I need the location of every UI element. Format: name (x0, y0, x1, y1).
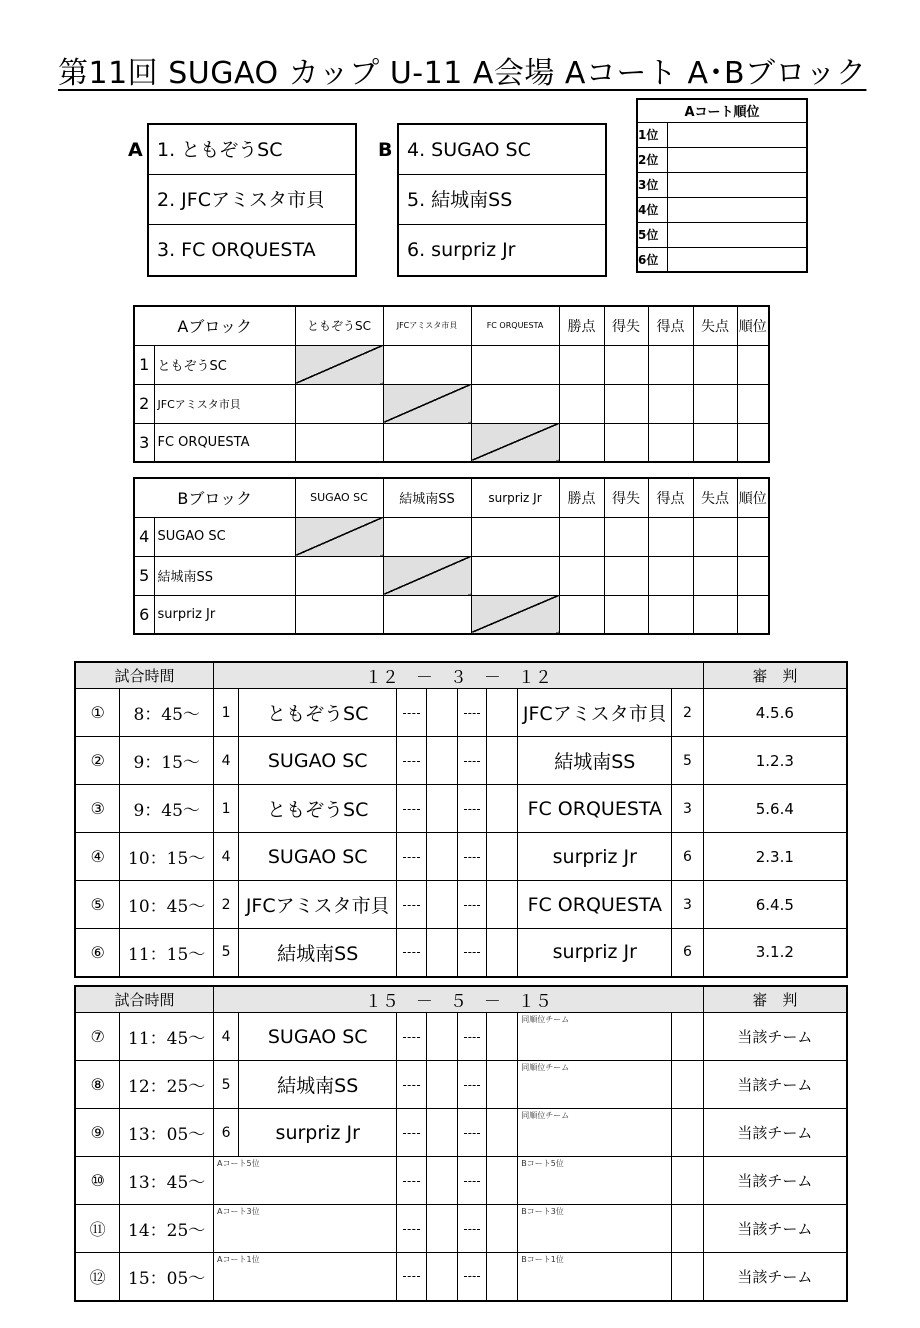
block-b-col: 勝点 (559, 478, 604, 517)
block-b-col: 失点 (693, 478, 737, 517)
score-gap (486, 1157, 517, 1205)
block-b-col: 得失 (604, 478, 648, 517)
home-team: SUGAO SC (239, 833, 397, 881)
match-number: ⑪ (75, 1205, 120, 1253)
match-time: 12：25～ (120, 1061, 214, 1109)
slot-label: 同順位チーム (521, 1111, 570, 1120)
home-team: JFCアミスタ市貝 (239, 881, 397, 929)
score-cell (397, 1061, 426, 1109)
team-number (672, 1157, 703, 1205)
score-gap (426, 833, 457, 881)
home-team: SUGAO SC (239, 1013, 397, 1061)
block-a-row-num: 3 (134, 423, 154, 462)
block-a-col: FC ORQUESTA (471, 306, 559, 345)
match-number: ⑤ (75, 881, 120, 929)
match-row (75, 1205, 847, 1253)
slot-label: Aコート5位 (217, 1159, 260, 1168)
page-title: 第11回 SUGAO カップ U-11 A会場 Aコート A･Bブロック (58, 56, 867, 91)
slot-label: Bコート1位 (521, 1255, 564, 1264)
block-b-title: Bブロック (134, 478, 295, 517)
team-number (672, 1253, 703, 1301)
score-gap (486, 1109, 517, 1157)
team-number: 4 (214, 737, 239, 785)
match-number: ⑫ (75, 1253, 120, 1301)
away-team: surpriz Jr (518, 929, 672, 977)
score-gap (486, 1205, 517, 1253)
score-cell (457, 1253, 486, 1301)
block-a-col: 勝点 (559, 306, 604, 345)
group-a-team: 1. ともぞうSC (149, 125, 355, 175)
score-cell (397, 881, 426, 929)
home-slot (214, 1205, 397, 1253)
score-gap (426, 1109, 457, 1157)
schedule-table-1 (74, 661, 848, 978)
ranking-cell (667, 172, 807, 197)
match-row (75, 1157, 847, 1205)
home-slot (214, 1253, 397, 1301)
diagonal-cell (383, 556, 471, 595)
team-number: 4 (214, 1013, 239, 1061)
score-gap (486, 785, 517, 833)
team-number: 2 (214, 881, 239, 929)
referee: 当該チーム (703, 1061, 847, 1109)
score-gap (426, 1157, 457, 1205)
team-number: 1 (214, 689, 239, 737)
block-b-row-name: 結城南SS (154, 556, 295, 595)
score-gap (426, 737, 457, 785)
match-number: ⑩ (75, 1157, 120, 1205)
team-number: 2 (672, 689, 703, 737)
block-b-col: surpriz Jr (471, 478, 559, 517)
home-team: 結城南SS (239, 929, 397, 977)
team-number (672, 1205, 703, 1253)
score-cell (397, 1157, 426, 1205)
group-a-team: 2. JFCアミスタ市貝 (149, 175, 355, 225)
score-gap (486, 881, 517, 929)
block-a-col: JFCアミスタ市貝 (383, 306, 471, 345)
match-time: 11：15～ (120, 929, 214, 977)
score-cell (397, 737, 426, 785)
match-row (75, 929, 847, 977)
court-ranking-table (636, 98, 808, 273)
match-number: ⑦ (75, 1013, 120, 1061)
block-b-row-num: 5 (134, 556, 154, 595)
match-time: 8：45～ (120, 689, 214, 737)
match-number: ① (75, 689, 120, 737)
score-gap (486, 833, 517, 881)
referee: 6.4.5 (703, 881, 847, 929)
team-number: 3 (672, 881, 703, 929)
match-row (75, 1061, 847, 1109)
score-gap (486, 1061, 517, 1109)
score-cell (397, 785, 426, 833)
block-a-col: ともぞうSC (295, 306, 383, 345)
referee: 4.5.6 (703, 689, 847, 737)
block-b-table (133, 477, 770, 635)
match-number: ⑥ (75, 929, 120, 977)
away-slot (518, 1013, 672, 1061)
score-cell (457, 1109, 486, 1157)
team-number (672, 1109, 703, 1157)
block-a-col: 得失 (604, 306, 648, 345)
block-a-table (133, 305, 770, 463)
score-gap (426, 785, 457, 833)
match-number: ④ (75, 833, 120, 881)
score-gap (426, 881, 457, 929)
group-a-team: 3. FC ORQUESTA (157, 239, 316, 261)
score-gap (426, 689, 457, 737)
block-a-row-name: JFCアミスタ市貝 (154, 384, 295, 423)
score-gap (486, 1013, 517, 1061)
match-row (75, 1109, 847, 1157)
match-time: 9：45～ (120, 785, 214, 833)
block-a-col: 得点 (648, 306, 693, 345)
home-team: 結城南SS (239, 1061, 397, 1109)
away-slot (518, 1157, 672, 1205)
ranking-cell (667, 147, 807, 172)
home-team: surpriz Jr (239, 1109, 397, 1157)
team-number: 6 (672, 929, 703, 977)
diagonal-cell (471, 423, 559, 462)
team-number (672, 1013, 703, 1061)
score-gap (486, 689, 517, 737)
home-slot (214, 1157, 397, 1205)
home-team: ともぞうSC (239, 689, 397, 737)
group-b-letter: B (378, 139, 393, 161)
referee: 当該チーム (703, 1253, 847, 1301)
group-b-team: 4. SUGAO SC (399, 125, 605, 175)
slot-label: 同順位チーム (521, 1015, 570, 1024)
block-a-row-num: 1 (134, 345, 154, 384)
match-time: 13：45～ (120, 1157, 214, 1205)
match-format: １５ － ５ － １５ (214, 986, 704, 1013)
block-b-col: 得点 (648, 478, 693, 517)
match-row (75, 737, 847, 785)
match-row (75, 833, 847, 881)
match-number: ② (75, 737, 120, 785)
match-time: 9：15～ (120, 737, 214, 785)
referee: 当該チーム (703, 1109, 847, 1157)
referee: 5.6.4 (703, 785, 847, 833)
away-team: FC ORQUESTA (518, 785, 672, 833)
score-gap (426, 1253, 457, 1301)
away-slot (518, 1061, 672, 1109)
score-cell (457, 689, 486, 737)
match-row (75, 1253, 847, 1301)
referee: 当該チーム (703, 1205, 847, 1253)
team-number: 5 (214, 929, 239, 977)
team-number: 6 (672, 833, 703, 881)
team-number: 1 (214, 785, 239, 833)
score-cell (397, 833, 426, 881)
block-b-row-num: 6 (134, 595, 154, 634)
ranking-cell (667, 122, 807, 147)
block-b-col: 順位 (737, 478, 769, 517)
match-row (75, 1013, 847, 1061)
score-gap (486, 929, 517, 977)
score-cell (457, 1013, 486, 1061)
referee: 当該チーム (703, 1157, 847, 1205)
time-header: 試合時間 (75, 986, 214, 1013)
schedule-table-2 (74, 985, 848, 1302)
score-cell (457, 737, 486, 785)
score-cell (457, 1205, 486, 1253)
score-cell (457, 833, 486, 881)
match-row (75, 881, 847, 929)
slot-label: Aコート1位 (217, 1255, 260, 1264)
away-team: 結城南SS (518, 737, 672, 785)
home-team: ともぞうSC (239, 785, 397, 833)
score-cell (397, 1205, 426, 1253)
match-row (75, 785, 847, 833)
team-number: 5 (214, 1061, 239, 1109)
home-team: SUGAO SC (239, 737, 397, 785)
diagonal-cell (471, 595, 559, 634)
team-number: 4 (214, 833, 239, 881)
score-gap (426, 929, 457, 977)
score-cell (457, 1157, 486, 1205)
match-time: 11：45～ (120, 1013, 214, 1061)
score-cell (457, 1061, 486, 1109)
team-number: 5 (672, 737, 703, 785)
match-time: 10：45～ (120, 881, 214, 929)
score-cell (397, 1013, 426, 1061)
slot-label: Bコート3位 (521, 1207, 564, 1216)
block-a-col: 失点 (693, 306, 737, 345)
score-gap (426, 1061, 457, 1109)
slot-label: 同順位チーム (521, 1063, 570, 1072)
block-b-row-name: SUGAO SC (154, 517, 295, 556)
block-a-row-name: FC ORQUESTA (154, 423, 295, 462)
score-cell (457, 929, 486, 977)
ranking-title: Aコート順位 (637, 99, 807, 122)
score-gap (426, 1013, 457, 1061)
referee: 当該チーム (703, 1013, 847, 1061)
block-b-row-num: 4 (134, 517, 154, 556)
group-b-team: 5. 結城南SS (399, 175, 605, 225)
ranking-place: 1位 (637, 122, 667, 147)
team-number: 6 (214, 1109, 239, 1157)
match-time: 13：05～ (120, 1109, 214, 1157)
group-a-box (147, 123, 357, 277)
block-a-col: 順位 (737, 306, 769, 345)
score-cell (397, 929, 426, 977)
ranking-place: 4位 (637, 197, 667, 222)
match-format: １２ － ３ － １２ (214, 662, 704, 689)
referee: 3.1.2 (703, 929, 847, 977)
match-time: 14：25～ (120, 1205, 214, 1253)
referee-header: 審 判 (703, 986, 847, 1013)
ranking-cell (667, 197, 807, 222)
match-row (75, 689, 847, 737)
team-number (672, 1061, 703, 1109)
referee-header: 審 判 (703, 662, 847, 689)
block-a-row-num: 2 (134, 384, 154, 423)
score-gap (486, 737, 517, 785)
match-number: ⑧ (75, 1061, 120, 1109)
away-team: surpriz Jr (518, 833, 672, 881)
score-gap (486, 1253, 517, 1301)
block-a-title: Aブロック (134, 306, 295, 345)
team-number: 3 (672, 785, 703, 833)
match-time: 10：15～ (120, 833, 214, 881)
away-slot (518, 1109, 672, 1157)
diagonal-cell (295, 345, 383, 384)
score-gap (426, 1205, 457, 1253)
slot-label: Aコート3位 (217, 1207, 260, 1216)
away-slot (518, 1205, 672, 1253)
block-b-col: SUGAO SC (295, 478, 383, 517)
slot-label: Bコート5位 (521, 1159, 564, 1168)
match-number: ⑨ (75, 1109, 120, 1157)
referee: 2.3.1 (703, 833, 847, 881)
score-cell (457, 785, 486, 833)
match-number: ③ (75, 785, 120, 833)
score-cell (457, 881, 486, 929)
score-cell (397, 1109, 426, 1157)
block-b-row-name: surpriz Jr (154, 595, 295, 634)
block-b-col: 結城南SS (383, 478, 471, 517)
ranking-place: 6位 (637, 247, 667, 272)
diagonal-cell (383, 384, 471, 423)
ranking-place: 2位 (637, 147, 667, 172)
ranking-cell (667, 222, 807, 247)
block-a-row-name: ともぞうSC (154, 345, 295, 384)
group-b-team: 6. surpriz Jr (407, 239, 516, 261)
group-b-box (397, 123, 607, 277)
group-a-letter: A (128, 139, 143, 161)
score-cell (397, 1253, 426, 1301)
away-slot (518, 1253, 672, 1301)
away-team: FC ORQUESTA (518, 881, 672, 929)
away-team: JFCアミスタ市貝 (518, 689, 672, 737)
ranking-place: 3位 (637, 172, 667, 197)
ranking-cell (667, 247, 807, 272)
score-cell (397, 689, 426, 737)
match-time: 15：05～ (120, 1253, 214, 1301)
diagonal-cell (295, 517, 383, 556)
referee: 1.2.3 (703, 737, 847, 785)
time-header: 試合時間 (75, 662, 214, 689)
ranking-place: 5位 (637, 222, 667, 247)
